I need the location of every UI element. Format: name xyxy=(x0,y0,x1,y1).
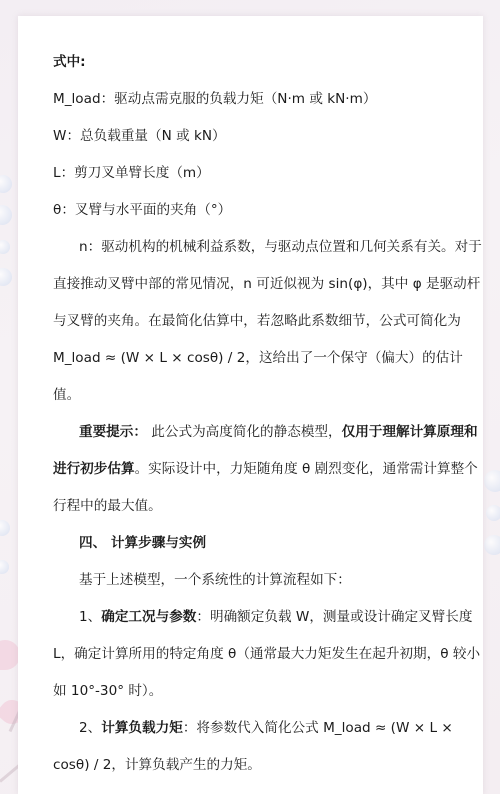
step-number: 1、 xyxy=(79,609,102,625)
step-paragraph xyxy=(53,599,483,710)
step-text: ：明确额定负载 W，测量或设计确定叉臂长度 L，确定计算所用的特定角度 θ（通常最大力矩发生在起升初期，θ 较小如 10°-30° 时）。 xyxy=(53,609,481,699)
decorative-bubble xyxy=(0,560,9,574)
formula-header: 式中: xyxy=(53,54,86,70)
document-content xyxy=(53,54,483,784)
step-number: 2、 xyxy=(79,720,102,736)
decorative-bubble xyxy=(0,205,12,225)
tip-label: 重要提示： xyxy=(79,424,147,440)
decorative-bubble xyxy=(0,240,10,254)
decorative-bubble xyxy=(486,505,500,521)
section-heading: 四、 计算步骤与实例 xyxy=(79,535,207,551)
tip-text: 此公式为高度简化的静态模型， xyxy=(146,424,342,440)
document-card xyxy=(18,16,483,794)
tip-text: 。实际设计中，力矩随角度 θ 剧烈变化，通常需计算整个行程中的最大值。 xyxy=(53,461,478,514)
decorative-bubble xyxy=(0,175,12,193)
important-tip-paragraph xyxy=(53,414,483,525)
decorative-bubble xyxy=(0,520,10,536)
n-coefficient-paragraph: n：驱动机构的机械利益系数，与驱动点位置和几何关系有关。对于直接推动叉臂中部的常见情况，n 可近似视为 sin(φ)，其中 φ 是驱动杆与叉臂的夹角。在最简化估算中，若忽略此系数细节，公式可简化为 M_load ≈ (W × L × cosθ) / 2，这给出了一个保守（偏大）的估计值。 xyxy=(53,239,482,403)
intro-paragraph: 基于上述模型，一个系统性的计算流程如下： xyxy=(79,572,351,588)
variable-definition: θ：叉臂与水平面的夹角（°） xyxy=(53,202,232,218)
decorative-bubble xyxy=(484,470,500,492)
step-label: 计算负载力矩 xyxy=(101,720,183,736)
decorative-bubble xyxy=(0,268,12,286)
step-text: ：将参数代入简化公式 M_load ≈ (W × L × cosθ) / 2，计算负载产生的力矩。 xyxy=(53,720,453,773)
variable-definition: M_load：驱动点需克服的负载力矩（N·m 或 kN·m） xyxy=(53,91,377,107)
step-label: 确定工况与参数 xyxy=(101,609,197,625)
decorative-petal xyxy=(0,640,20,670)
variable-definition: L：剪刀叉单臂长度（m） xyxy=(53,165,210,181)
decorative-bubble xyxy=(484,535,500,555)
step-paragraph xyxy=(53,710,483,784)
tip-bold-text: 仅用于理解计算原理和进行初步估算 xyxy=(53,424,478,477)
variable-definition: W：总负载重量（N 或 kN） xyxy=(53,128,226,144)
